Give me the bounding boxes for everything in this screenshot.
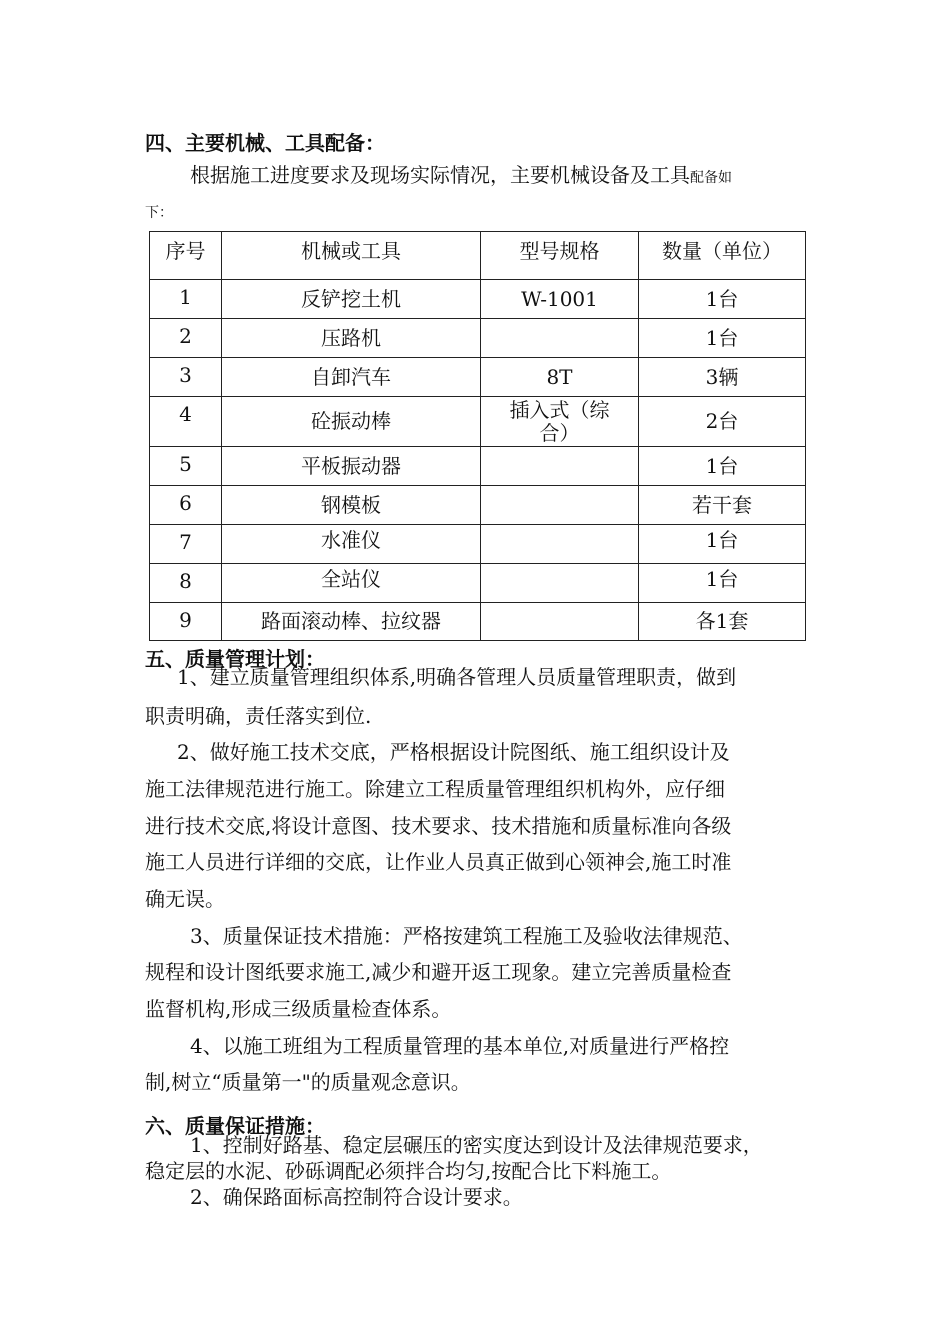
- table-row: [150, 358, 806, 397]
- row-tool: 钢模板: [222, 486, 481, 525]
- section-5-line: 施工人员进行详细的交底，让作业人员真正做到心领神会,施工时准: [145, 850, 732, 874]
- section-5-line: 规程和设计图纸要求施工,减少和避开返工现象。建立完善质量检查: [145, 960, 732, 984]
- row-spec: [481, 486, 639, 525]
- section-5-line: 职责明确，责任落实到位.: [145, 704, 372, 728]
- table-row: [150, 447, 806, 486]
- row-index: 2: [150, 319, 222, 358]
- row-quantity: 3辆: [639, 358, 806, 397]
- table-row: [150, 397, 806, 447]
- row-spec: [481, 447, 639, 486]
- row-tool: 压路机: [222, 319, 481, 358]
- row-index: 5: [150, 447, 222, 486]
- section-6-line: 稳定层的水泥、砂砾调配必须拌合均匀,按配合比下料施工。: [145, 1159, 672, 1183]
- section-5-heading: 五、质量管理计划：: [145, 647, 325, 671]
- row-quantity: 1台: [639, 447, 806, 486]
- row-spec: [481, 564, 639, 603]
- row-index: 9: [150, 603, 222, 641]
- table-row: [150, 486, 806, 525]
- table-row: [150, 525, 806, 564]
- row-index: 7: [150, 525, 222, 564]
- row-quantity: 1台: [639, 280, 806, 319]
- row-quantity: 1台: [639, 564, 806, 603]
- row-spec: [481, 603, 639, 641]
- row-spec: 插入式（综合）: [481, 397, 639, 447]
- section-5-line: 施工法律规范进行施工。除建立工程质量管理组织机构外，应仔细: [145, 777, 725, 801]
- section-4-intro-main: 根据施工进度要求及现场实际情况，主要机械设备及工具: [190, 163, 690, 187]
- row-tool: 路面滚动棒、拉纹器: [222, 603, 481, 641]
- row-spec: [481, 319, 639, 358]
- row-quantity: 2台: [639, 397, 806, 447]
- table-row: [150, 564, 806, 603]
- row-index: 6: [150, 486, 222, 525]
- row-index: 3: [150, 358, 222, 397]
- row-spec: [481, 525, 639, 564]
- section-5-line: 2、做好施工技术交底，严格根据设计院图纸、施工组织设计及: [177, 740, 730, 764]
- row-index: 1: [150, 280, 222, 319]
- section-4-intro-small: 配备如: [690, 170, 732, 186]
- row-tool: 砼振动棒: [222, 397, 481, 447]
- section-4-heading: 四、主要机械、工具配备：: [145, 131, 385, 155]
- section-5-line: 制,树立“质量第一"的质量观念意识。: [145, 1070, 471, 1094]
- section-4-intro-wrap: 下：: [145, 205, 173, 221]
- row-spec: 8T: [481, 358, 639, 397]
- row-tool: 自卸汽车: [222, 358, 481, 397]
- section-5-line: 1、建立质量管理组织体系,明确各管理人员质量管理职责，做到: [177, 665, 737, 689]
- row-tool: 水准仪: [222, 525, 481, 564]
- section-5-line: 进行技术交底,将设计意图、技术要求、技术措施和质量标准向各级: [145, 814, 732, 838]
- row-tool: 平板振动器: [222, 447, 481, 486]
- row-spec: W-1001: [481, 280, 639, 319]
- row-index: 8: [150, 564, 222, 603]
- table-header-row: [150, 232, 806, 280]
- header-quantity: 数量（单位）: [639, 232, 806, 280]
- header-spec: 型号规格: [481, 232, 639, 280]
- row-quantity: 1台: [639, 319, 806, 358]
- row-tool: 全站仪: [222, 564, 481, 603]
- row-quantity: 各1套: [639, 603, 806, 641]
- table-row: [150, 280, 806, 319]
- section-5-line: 确无误。: [145, 887, 225, 911]
- section-6-heading: 六、质量保证措施：: [145, 1114, 325, 1138]
- table-row: [150, 319, 806, 358]
- row-tool: 反铲挖土机: [222, 280, 481, 319]
- header-tool: 机械或工具: [222, 232, 481, 280]
- row-index: 4: [150, 397, 222, 447]
- section-6-line: 1、控制好路基、稳定层碾压的密实度达到设计及法律规范要求，: [190, 1133, 763, 1157]
- row-quantity: 1台: [639, 525, 806, 564]
- row-quantity: 若干套: [639, 486, 806, 525]
- section-5-line: 4、以施工班组为工程质量管理的基本单位,对质量进行严格控: [190, 1034, 730, 1058]
- section-5-line: 监督机构,形成三级质量检查体系。: [145, 997, 452, 1021]
- section-5-line: 3、质量保证技术措施：严格按建筑工程施工及验收法律规范、: [190, 924, 743, 948]
- section-6-line: 2、确保路面标高控制符合设计要求。: [190, 1185, 523, 1209]
- table-row: [150, 603, 806, 641]
- header-index: 序号: [150, 232, 222, 280]
- section-4-intro: [190, 165, 732, 185]
- equipment-table: [149, 231, 806, 641]
